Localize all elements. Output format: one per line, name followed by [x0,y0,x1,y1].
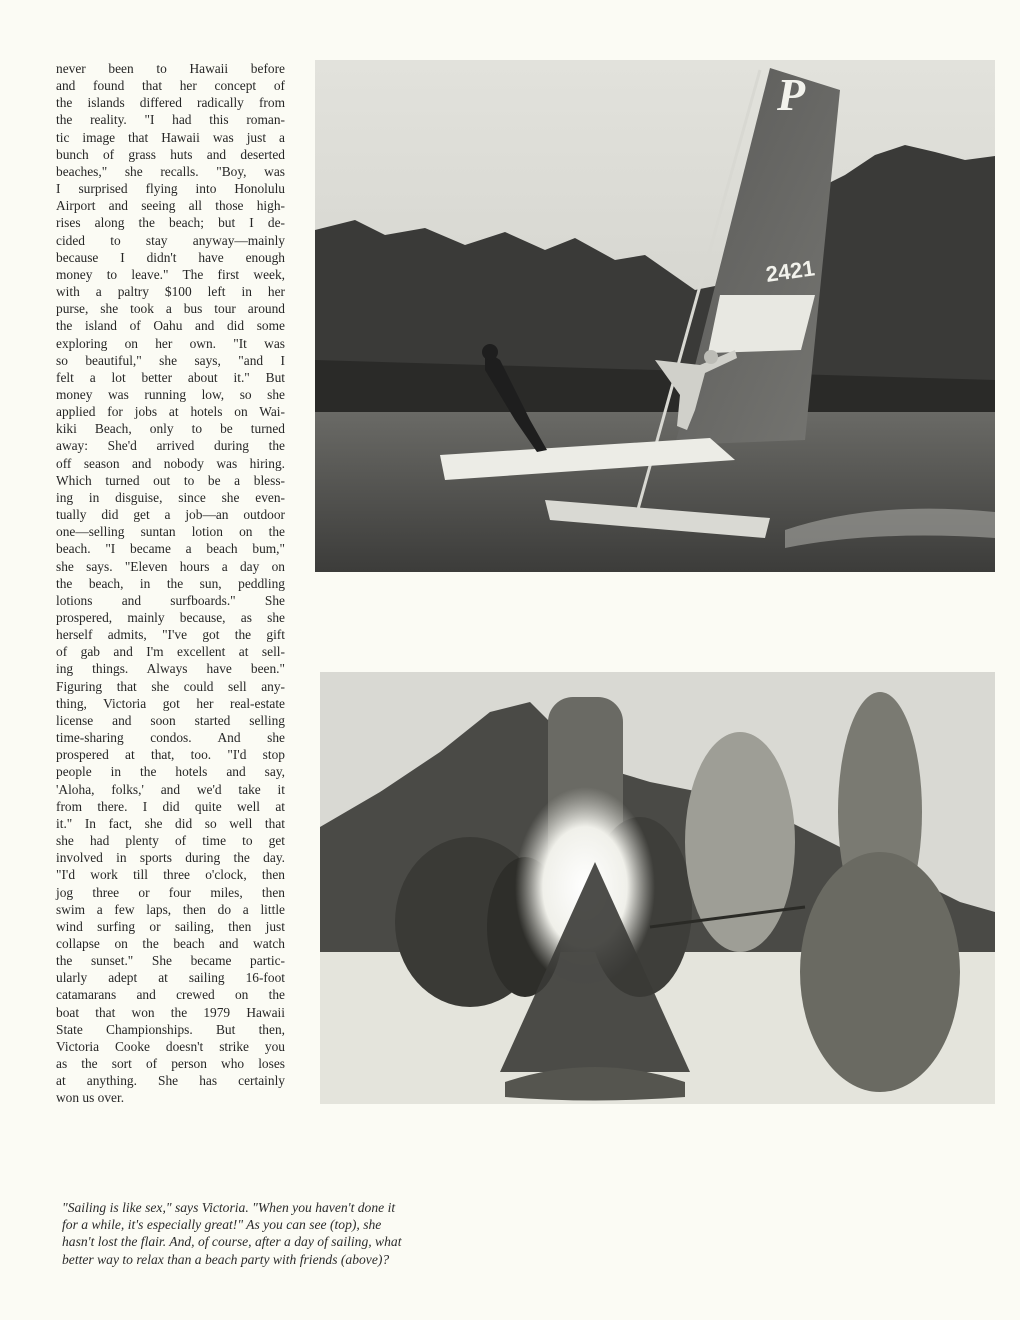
article-line: rises along the beach; but I de- [56,215,285,231]
article-line: beaches," she recalls. "Boy, was [56,163,285,179]
article-line: bunch of grass huts and deserted [56,146,285,162]
article-line: never been to Hawaii before [56,61,285,76]
article-line: the beach, in the sun, peddling [56,575,285,591]
crew-man-head [482,344,498,360]
sail-logo: P [777,69,806,120]
article-line: Figuring that she could sell any- [56,678,285,694]
sail-white-band [708,295,815,353]
article-line: money was running low, so she [56,386,285,402]
beach-party-illustration [320,672,995,1104]
article-line: collapse on the beach and watch [56,935,285,951]
article-line: people in the hotels and say, [56,764,285,780]
article-line: Victoria Cooke doesn't strike you [56,1038,285,1054]
article-body-column [56,60,285,1107]
caption-line: "Sailing is like sex," says Victoria. "When you haven't done it [62,1200,396,1215]
article-line: as the sort of person who loses [56,1056,285,1072]
photo-caption [62,1199,522,1268]
article-line: from there. I did quite well at [56,798,285,814]
article-line: tic image that Hawaii was just a [56,129,285,145]
article-line: swim a few laps, then do a little [56,901,285,917]
article-line: away: She'd arrived during the [56,438,285,454]
sail-number: 2421 [764,255,817,287]
article-line: with a paltry $100 left in her [56,284,285,300]
article-line: thing, Victoria got her real-estate [56,695,285,711]
article-line: so beautiful," she says, "and I [56,352,285,368]
article-line: because I didn't have enough [56,249,285,265]
article-line: herself admits, "I've got the gift [56,627,285,643]
article-line: she had plenty of time to get [56,833,285,849]
article-line: the reality. "I had this roman- [56,112,285,128]
article-line: at anything. She has certainly [56,1073,285,1089]
beach-party-photo [320,672,995,1104]
article-line: jog three or four miles, then [56,884,285,900]
catamaran-photo-illustration [315,60,995,572]
article-line: beach. "I became a beach bum," [56,541,285,557]
article-line: she says. "Eleven hours a day on [56,558,285,574]
article-line: of gab and I'm excellent at sell- [56,644,285,660]
article-line: the islands differed radically from [56,95,285,111]
article-line: boat that won the 1979 Hawaii [56,1004,285,1020]
caption-line: for a while, it's especially great!" As you can see (top), she [62,1217,382,1233]
water [315,412,995,572]
article-line: "I'd work till three o'clock, then [56,867,285,883]
article-line: Which turned out to be a bless- [56,472,285,488]
article-line: ing things. Always have been." [56,661,285,677]
article-line: off season and nobody was hiring. [56,455,285,471]
article-line: involved in sports during the day. [56,850,285,866]
article-line: State Championships. But then, [56,1021,285,1037]
article-line: felt a lot better about it." But [56,369,285,385]
article-line: cided to stay anyway—mainly [56,232,285,248]
article-line: ing in disguise, since she even- [56,489,285,505]
article-line: purse, she took a bus tour around [56,301,285,317]
caption-line: better way to relax than a beach party with friends (above)? [62,1251,390,1267]
article-line: money to leave." The first week, [56,266,285,282]
article-line: and found that her concept of [56,78,285,94]
article-line: prospered at that, too. "I'd stop [56,747,285,763]
article-line: wind surfing or sailing, then just [56,918,285,934]
article-line: applied for jobs at hotels on Wai- [56,404,285,420]
catamaran-sailing-photo [315,60,995,572]
crew-woman-head [704,350,718,364]
article-line: catamarans and crewed on the [56,987,285,1003]
article-line: tually did get a job—an outdoor [56,507,285,523]
article-line: ularly adept at sailing 16-foot [56,970,285,986]
article-line: kiki Beach, only to be turned [56,421,285,437]
article-line: 'Aloha, folks,' and we'd take it [56,781,285,797]
article-line: time-sharing condos. And she [56,730,285,746]
man-in-foreground [800,852,960,1092]
article-line: Airport and seeing all those high- [56,198,285,214]
article-line: license and soon started selling [56,712,285,728]
article-line: prospered, mainly because, as she [56,610,285,625]
caption-line: hasn't lost the flair. And, of course, after a day of sailing, what [62,1234,402,1250]
article-line: the island of Oahu and did some [56,318,285,334]
article-line: I surprised flying into Honolulu [56,181,285,197]
article-line: it." In fact, she did so well that [56,815,285,831]
article-line: won us over. [56,1090,125,1106]
article-line: exploring on her own. "It was [56,335,285,351]
article-line: the sunset." She became partic- [56,953,285,969]
article-line: lotions and surfboards." She [56,592,285,608]
article-line: one—selling suntan lotion on the [56,524,285,540]
